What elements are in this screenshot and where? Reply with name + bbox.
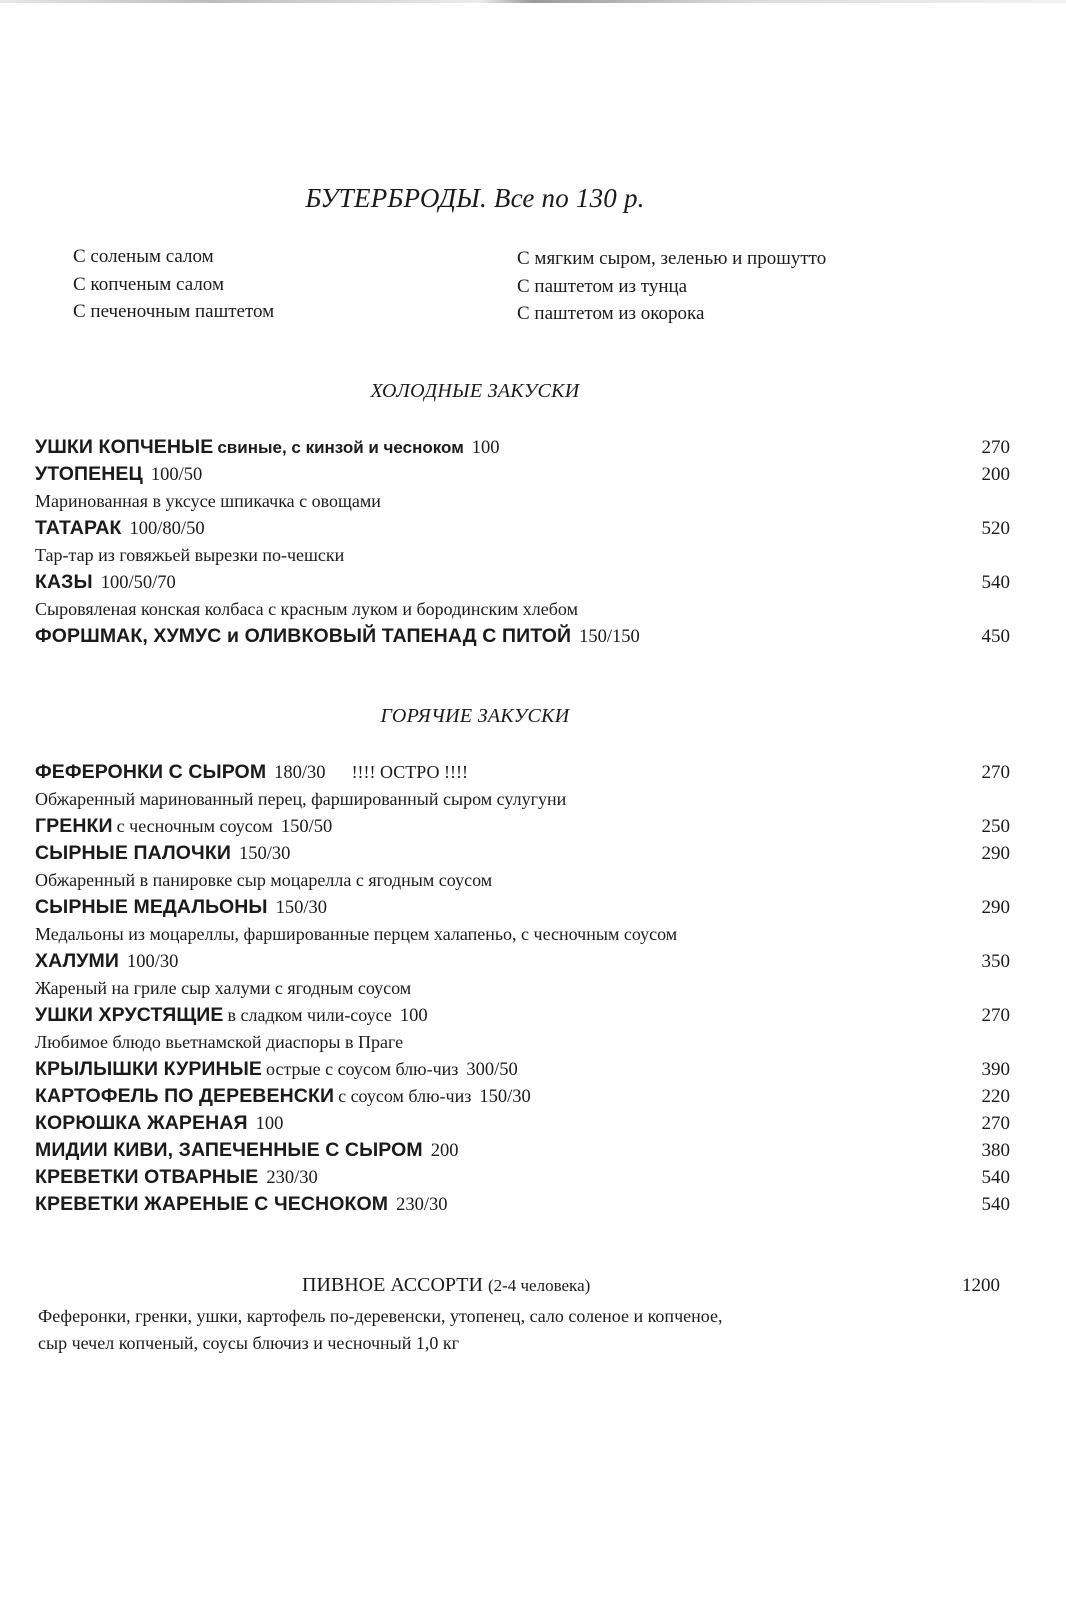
item-name: КАЗЫ	[35, 571, 93, 593]
item-name: ТАТАРАК	[35, 517, 122, 539]
sandwich-list-right	[517, 245, 826, 328]
hot-menu-list	[35, 759, 1010, 1218]
menu-item-row	[35, 1002, 1010, 1029]
item-name: ГРЕНКИ	[35, 815, 113, 837]
item-price: 290	[981, 843, 1010, 864]
item-price: 290	[981, 897, 1010, 918]
cold-section-title: ХОЛОДНЫЕ ЗАКУСКИ	[370, 380, 580, 402]
menu-item-row	[35, 1191, 1010, 1218]
item-weight: 150/50	[280, 817, 333, 837]
item-price: 250	[981, 816, 1010, 837]
item-name: КРЕВЕТКИ ОТВАРНЫЕ	[35, 1166, 259, 1188]
item-price: 520	[981, 518, 1010, 539]
item-weight: 100/50	[150, 465, 203, 485]
item-name: МИДИИ КИВИ, ЗАПЕЧЕННЫЕ С СЫРОМ	[35, 1139, 423, 1161]
item-price: 540	[981, 1167, 1010, 1188]
item-price: 270	[981, 1113, 1010, 1134]
beer-platter-title	[302, 1272, 590, 1299]
item-name: СЫРНЫЕ ПАЛОЧКИ	[35, 842, 231, 864]
spicy-warning: !!!! ОСТРО !!!!	[351, 762, 468, 782]
item-name: ХАЛУМИ	[35, 950, 119, 972]
item-price: 380	[981, 1140, 1010, 1161]
item-weight: 100	[399, 1006, 428, 1026]
item-weight: 100/80/50	[129, 519, 205, 539]
item-weight: 150/30	[275, 898, 328, 918]
item-name: СЫРНЫЕ МЕДАЛЬОНЫ	[35, 896, 268, 918]
beer-platter-note: (2-4 человека)	[487, 1276, 591, 1295]
menu-item-row	[35, 1164, 1010, 1191]
menu-item-row	[35, 1083, 1010, 1110]
item-description: Любимое блюдо вьетнамской диаспоры в Праге	[35, 1032, 404, 1052]
item-subtitle: острые с соусом блю-чиз	[266, 1059, 459, 1079]
sandwich-item: С паштетом из окорока	[517, 303, 705, 324]
item-description: Обжаренный маринованный перец, фаршированный сыром сулугуни	[35, 789, 567, 809]
item-description: Обжаренный в панировке сыр моцарелла с ягодным соусом	[35, 870, 493, 890]
sandwich-item: С соленым салом	[73, 246, 214, 267]
item-weight: 300/50	[466, 1060, 518, 1080]
item-description: Сыровяленая конская колбаса с красным луком и бородинским хлебом	[35, 599, 578, 619]
item-weight: 150/30	[479, 1087, 531, 1107]
hot-section-title: ГОРЯЧИЕ ЗАКУСКИ	[380, 705, 570, 727]
beer-platter-price: 1200	[962, 1275, 1000, 1296]
item-name: КРЕВЕТКИ ЖАРЕНЫЕ С ЧЕСНОКОМ	[35, 1193, 389, 1215]
item-name: ФЕФЕРОНКИ С СЫРОМ	[35, 761, 267, 783]
menu-item-row	[35, 759, 1010, 786]
sandwich-item: С паштетом из тунца	[517, 275, 688, 297]
item-description: Жареный на гриле сыр халуми с ягодным соусом	[35, 978, 412, 998]
item-weight: 180/30	[274, 763, 326, 783]
menu-item-row	[35, 569, 1010, 596]
sandwich-item: С печеночным паштетом	[73, 301, 275, 322]
menu-item-row	[35, 948, 1010, 975]
menu-item-row	[35, 894, 1010, 921]
item-price: 270	[981, 762, 1010, 783]
item-price: 220	[981, 1086, 1010, 1107]
item-name: УШКИ ХРУСТЯЩИЕ	[35, 1004, 224, 1026]
item-subtitle: свиные, с кинзой и чесноком	[217, 438, 464, 457]
item-weight: 200	[430, 1141, 459, 1161]
item-name: ФОРШМАК, ХУМУС и ОЛИВКОВЫЙ ТАПЕНАД С ПИТОЙ	[35, 625, 572, 647]
item-subtitle: с соусом блю-чиз	[338, 1086, 472, 1106]
beer-platter-row	[35, 1272, 1000, 1299]
item-subtitle: в сладком чили-соусе	[227, 1005, 392, 1025]
item-name: УТОПЕНЕЦ	[35, 463, 143, 485]
menu-item-row	[35, 515, 1010, 542]
sandwich-item: С мягким сыром, зеленью и прошутто	[517, 248, 827, 269]
menu-item-row	[35, 461, 1010, 488]
beer-desc-line: Феферонки, гренки, ушки, картофель по-деревенски, утопенец, сало соленое и копченое,	[38, 1306, 723, 1326]
scan-edge	[0, 0, 1066, 3]
sandwich-item: С копченым салом	[73, 273, 224, 295]
menu-item-row	[35, 623, 1010, 650]
item-weight: 100/30	[127, 952, 179, 972]
item-description: Медальоны из моцареллы, фаршированные перцем халапеньо, с чесночным соусом	[35, 924, 678, 944]
menu-item-row	[35, 840, 1010, 867]
item-price: 200	[981, 464, 1010, 485]
item-weight: 100	[471, 438, 500, 458]
item-price: 270	[981, 1005, 1010, 1026]
item-name: УШКИ КОПЧЕНЫЕ	[35, 436, 214, 458]
beer-platter-description	[38, 1303, 958, 1357]
sandwiches-title: БУТЕРБРОДЫ. Все по 130 р.	[305, 183, 645, 213]
item-weight: 230/30	[396, 1195, 448, 1215]
item-name: КАРТОФЕЛЬ ПО ДЕРЕВЕНСКИ	[35, 1085, 335, 1107]
item-price: 540	[981, 572, 1010, 593]
item-description: Маринованная в уксусе шпикачка с овощами	[35, 491, 381, 511]
item-weight: 150/150	[579, 627, 640, 647]
beer-platter-name: ПИВНОЕ АССОРТИ	[302, 1274, 483, 1296]
item-price: 450	[981, 626, 1010, 647]
item-weight: 230/30	[266, 1168, 318, 1188]
item-subtitle: с чесночным соусом	[116, 816, 273, 836]
item-description: Тар-тар из говяжьей вырезки по-чешски	[35, 545, 345, 565]
item-price: 270	[981, 437, 1010, 458]
menu-item-row	[35, 1056, 1010, 1083]
item-weight: 100/50/70	[100, 573, 176, 593]
item-weight: 100	[255, 1114, 284, 1134]
menu-item-row	[35, 1110, 1010, 1137]
item-name: КОРЮШКА ЖАРЕНАЯ	[35, 1112, 248, 1134]
menu-item-row	[35, 434, 1010, 461]
item-name: КРЫЛЫШКИ КУРИНЫЕ	[35, 1058, 263, 1080]
item-price: 350	[981, 951, 1010, 972]
beer-desc-line: сыр чечел копченый, соусы блючиз и чесночный 1,0 кг	[38, 1333, 460, 1353]
item-price: 540	[981, 1194, 1010, 1215]
sandwich-list-left	[73, 243, 274, 326]
menu-item-row	[35, 1137, 1010, 1164]
item-price: 390	[981, 1059, 1010, 1080]
menu-item-row	[35, 813, 1010, 840]
cold-menu-list	[35, 434, 1010, 650]
item-weight: 150/30	[238, 844, 291, 864]
